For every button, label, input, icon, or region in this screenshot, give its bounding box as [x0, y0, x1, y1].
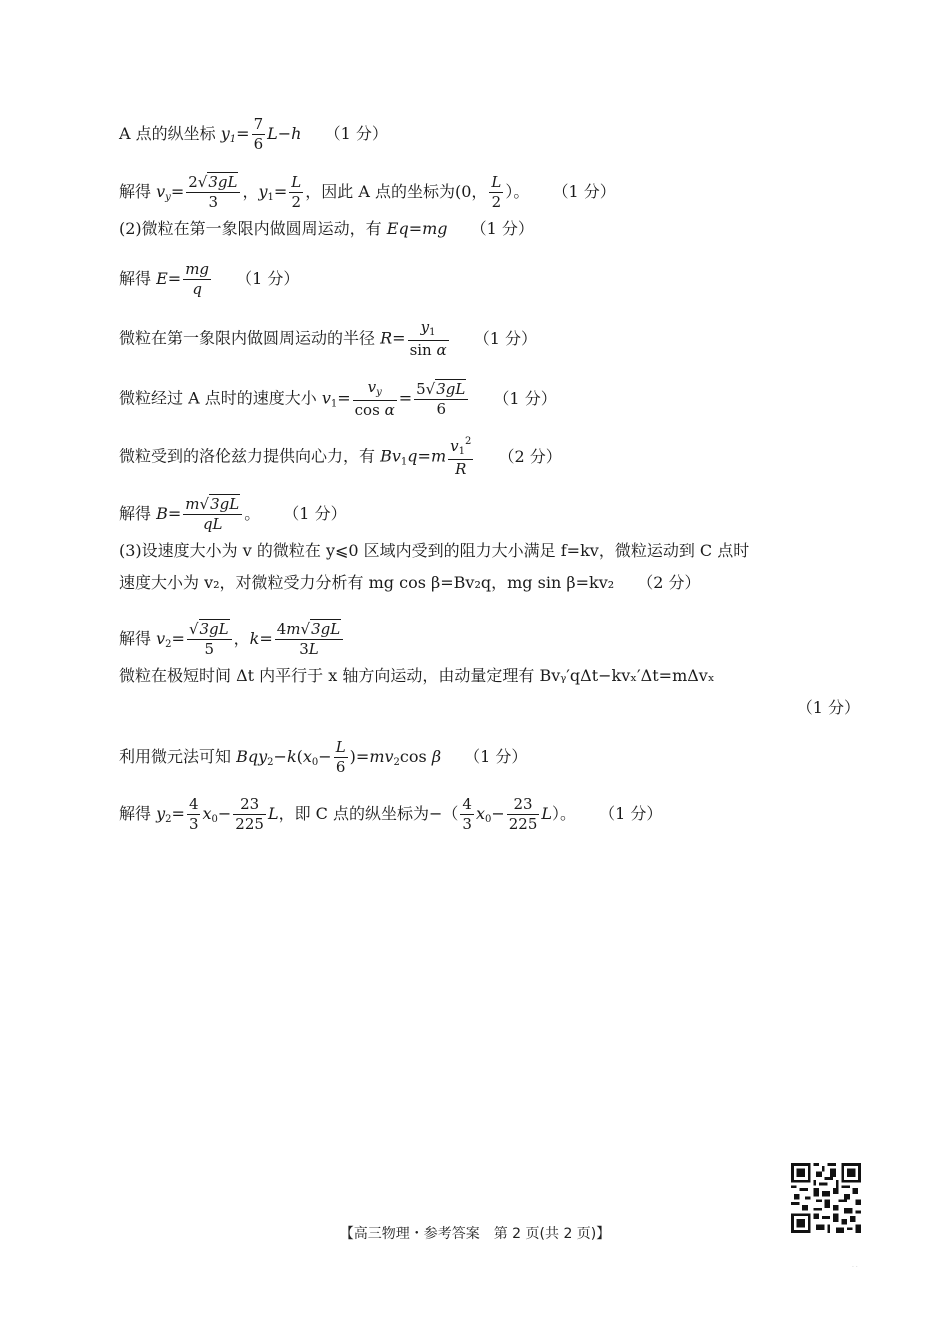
answer-line-10: 速度大小为 v₂，对微粒受力分析有 mg cos β=Bv₂q，mg sin β=kv₂ （2 分）: [119, 573, 701, 592]
answer-line-7: 微粒受到的洛伦兹力提供向心力，有 $Bv_1q=m$ $\frac{v_1^2}{R}$ （2 分）: [119, 436, 562, 478]
corner-marks: · ·: [852, 1264, 858, 1271]
answer-line-3: (2)微粒在第一象限内做圆周运动，有 Eq=mg （1 分）: [119, 219, 534, 238]
answer-line-15: 解得 $y_2=$ $\frac{4}{3}$ $x_0-$ $\frac{23}{225}$ L，即 C 点的纵坐标为−（ $\frac{4}{3}$ $x_0-$ $\frac{23}{225}$ L）。 （1 分）: [119, 795, 663, 833]
answer-line-9: (3)设速度大小为 v 的微粒在 y⩽0 区域内受到的阻力大小满足 f=kv，微粒运动到 C 点时: [119, 541, 750, 560]
answer-line-1: A 点的纵坐标 $y_1=$ $\frac{7}{6}$ L−h （1 分）: [119, 115, 388, 153]
answer-line-4: 解得 E= $\frac{mg}{q}$ （1 分）: [119, 260, 300, 298]
answer-line-13: （1 分）: [796, 698, 860, 717]
answer-line-6: 微粒经过 A 点时的速度大小 $v_1=$ $\frac{v_y}{\text{cos α}}$ = $\frac{5√3gL}{6}$ （1 分）: [119, 378, 557, 419]
answer-line-5: 微粒在第一象限内做圆周运动的半径 R= $\frac{y_1}{\text{sin α}}$ （1 分）: [119, 318, 538, 359]
page-footer: 【高三物理・参考答案 第 2 页(共 2 页)】: [339, 1226, 611, 1242]
answer-line-12: 微粒在极短时间 Δt 内平行于 x 轴方向运动，由动量定理有 Bvᵧ′qΔt−kvₓ′Δt=mΔvₓ: [119, 666, 715, 685]
answer-line-11: 解得 $v_2=$ $\frac{√3gL}{5}$ ，k= $\frac{4m√3gL}{3L}$: [119, 622, 860, 657]
answer-line-14: 利用微元法可知 $Bqy_2-k(x_0-$ $\frac{L}{6}$ )$=mv_2\cos$ β （1 分）: [119, 738, 528, 776]
answer-line-8: 解得 B= $\frac{m√3gL}{qL}$ 。 （1 分）: [119, 495, 347, 533]
answer-line-2: 解得 $v_y=$ $\frac{2√3gL}{3}$ ，$y_1=$ $\frac{L}{2}$ ，因此 A 点的坐标为(0， $\frac{L}{2}$ ）。 （1 分）: [119, 173, 616, 211]
